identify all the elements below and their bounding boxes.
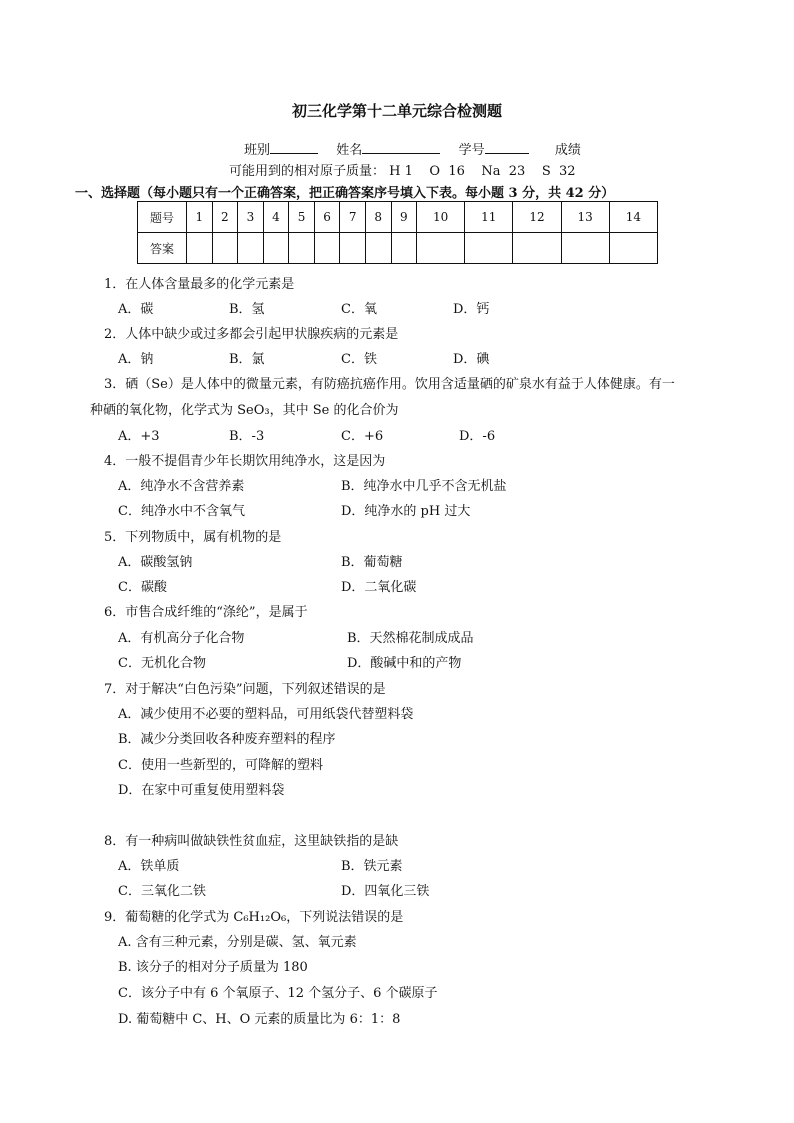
table-number: 13 — [561, 202, 609, 233]
answer-cell[interactable] — [513, 233, 561, 264]
student-info-line — [244, 139, 581, 158]
answer-table-row-answers — [138, 233, 658, 264]
question-4-option-d: D．纯净水的 pH 过大 — [341, 504, 471, 519]
question-5-option-a: A．碳酸氢钠 — [118, 555, 193, 570]
question-1-option-a: A．碳 — [118, 302, 154, 317]
question-5-option-d: D．二氧化碳 — [341, 580, 417, 595]
question-8-option-b: B．铁元素 — [341, 859, 403, 874]
answer-cell[interactable] — [289, 233, 315, 264]
name-label: 姓名 — [336, 143, 363, 158]
answer-cell[interactable] — [263, 233, 289, 264]
question-1-stem: 1．在人体含量最多的化学元素是 — [104, 277, 295, 292]
question-2-stem: 2．人体中缺少或过多都会引起甲状腺疾病的元素是 — [104, 327, 399, 342]
question-7-option-d: D．在家中可重复使用塑料袋 — [118, 783, 285, 798]
question-5-option-c: C．碳酸 — [118, 580, 167, 595]
question-8-option-a: A．铁单质 — [118, 859, 180, 874]
question-2-option-d: D．碘 — [453, 352, 490, 367]
question-7-stem: 7．对于解决“白色污染”问题，下列叙述错误的是 — [104, 682, 386, 697]
question-7-option-a: A．减少使用不必要的塑料品，可用纸袋代替塑料袋 — [118, 707, 414, 722]
answer-cell[interactable] — [391, 233, 417, 264]
question-6-option-b: B．天然棉花制成成品 — [347, 631, 474, 646]
question-8-stem: 8．有一种病叫做缺铁性贫血症，这里缺铁指的是缺 — [104, 834, 399, 849]
answer-cell[interactable] — [238, 233, 264, 264]
question-3-stem-line2: 种硒的氧化物，化学式为 SeO₃，其中 Se 的化合价为 — [90, 403, 399, 418]
question-7-option-b: B．减少分类回收各种废弃塑料的程序 — [118, 732, 336, 747]
table-number: 7 — [340, 202, 366, 233]
table-number: 10 — [417, 202, 465, 233]
answer-cell[interactable] — [340, 233, 366, 264]
table-number: 8 — [365, 202, 391, 233]
question-9-option-c: C．该分子中有 6 个氧原子、12 个氢分子、6 个碳原子 — [118, 986, 438, 1001]
answer-cell[interactable] — [465, 233, 513, 264]
question-9-stem: 9．葡萄糖的化学式为 C₆H₁₂O₆，下列说法错误的是 — [104, 910, 404, 925]
answer-cell[interactable] — [212, 233, 238, 264]
question-6-option-d: D．酸碱中和的产物 — [347, 656, 462, 671]
table-number: 12 — [513, 202, 561, 233]
question-9-option-a: A. 含有三种元素，分别是碳、氢、氧元素 — [118, 935, 357, 950]
question-2-option-a: A．钠 — [118, 352, 154, 367]
question-9-option-d: D. 葡萄糖中 C、H、O 元素的质量比为 6：1：8 — [118, 1012, 401, 1027]
question-9-option-b: B. 该分子的相对分子质量为 180 — [118, 960, 308, 975]
number-blank[interactable] — [485, 141, 529, 154]
question-1-option-c: C．氧 — [341, 302, 377, 317]
answer-table-row-numbers — [138, 202, 658, 233]
question-3-option-c: C．+6 — [341, 429, 384, 444]
table-head-number: 题号 — [138, 202, 187, 233]
score-label: 成绩 — [554, 143, 581, 158]
class-label: 班别 — [244, 143, 271, 158]
table-number: 6 — [314, 202, 340, 233]
table-number: 4 — [263, 202, 289, 233]
table-number: 14 — [609, 202, 657, 233]
class-blank[interactable] — [270, 141, 318, 154]
question-5-stem: 5．下列物质中，属有机物的是 — [104, 530, 282, 545]
question-2-option-b: B．氯 — [229, 352, 265, 367]
question-8-option-c: C．三氧化二铁 — [118, 884, 206, 899]
question-3-option-b: B．-3 — [229, 429, 265, 444]
question-3-option-d: D．-6 — [459, 429, 496, 444]
table-number: 2 — [212, 202, 238, 233]
question-4-option-a: A．纯净水不含营养素 — [118, 479, 245, 494]
answer-cell[interactable] — [314, 233, 340, 264]
table-number: 3 — [238, 202, 264, 233]
question-6-option-c: C．无机化合物 — [118, 656, 206, 671]
name-blank[interactable] — [362, 141, 440, 154]
question-1-option-d: D．钙 — [453, 302, 490, 317]
question-4-stem: 4．一般不提倡青少年长期饮用纯净水，这是因为 — [104, 454, 386, 469]
answer-cell[interactable] — [417, 233, 465, 264]
answer-cell[interactable] — [187, 233, 213, 264]
question-8-option-d: D．四氧化三铁 — [341, 884, 430, 899]
question-4-option-b: B．纯净水中几乎不含无机盐 — [341, 479, 507, 494]
answer-table — [137, 201, 658, 264]
atomic-masses: 可能用到的相对原子质量： H 1 O 16 Na 23 S 32 — [229, 164, 576, 179]
question-2-option-c: C．铁 — [341, 352, 377, 367]
table-number: 11 — [465, 202, 513, 233]
question-7-option-c: C．使用一些新型的，可降解的塑料 — [118, 758, 323, 773]
question-5-option-b: B．葡萄糖 — [341, 555, 403, 570]
answer-cell[interactable] — [365, 233, 391, 264]
page-title: 初三化学第十二单元综合检测题 — [291, 102, 502, 120]
question-3-option-a: A．+3 — [118, 429, 160, 444]
section-heading: 一、选择题（每小题只有一个正确答案，把正确答案序号填入下表。每小题 3 分，共 42 分） — [75, 186, 615, 201]
number-label: 学号 — [458, 143, 485, 158]
table-number: 9 — [391, 202, 417, 233]
question-1-option-b: B．氢 — [229, 302, 265, 317]
table-number: 5 — [289, 202, 315, 233]
table-number: 1 — [187, 202, 213, 233]
answer-cell[interactable] — [561, 233, 609, 264]
question-6-option-a: A．有机高分子化合物 — [118, 631, 245, 646]
question-6-stem: 6．市售合成纤维的“涤纶”，是属于 — [104, 605, 308, 620]
question-4-option-c: C．纯净水中不含氧气 — [118, 504, 245, 519]
question-3-stem-line1: 3．硒（Se）是人体中的微量元素，有防癌抗癌作用。饮用含适量硒的矿泉水有益于人体健康。有一 — [104, 377, 675, 392]
table-head-answer: 答案 — [138, 233, 187, 264]
answer-cell[interactable] — [609, 233, 657, 264]
